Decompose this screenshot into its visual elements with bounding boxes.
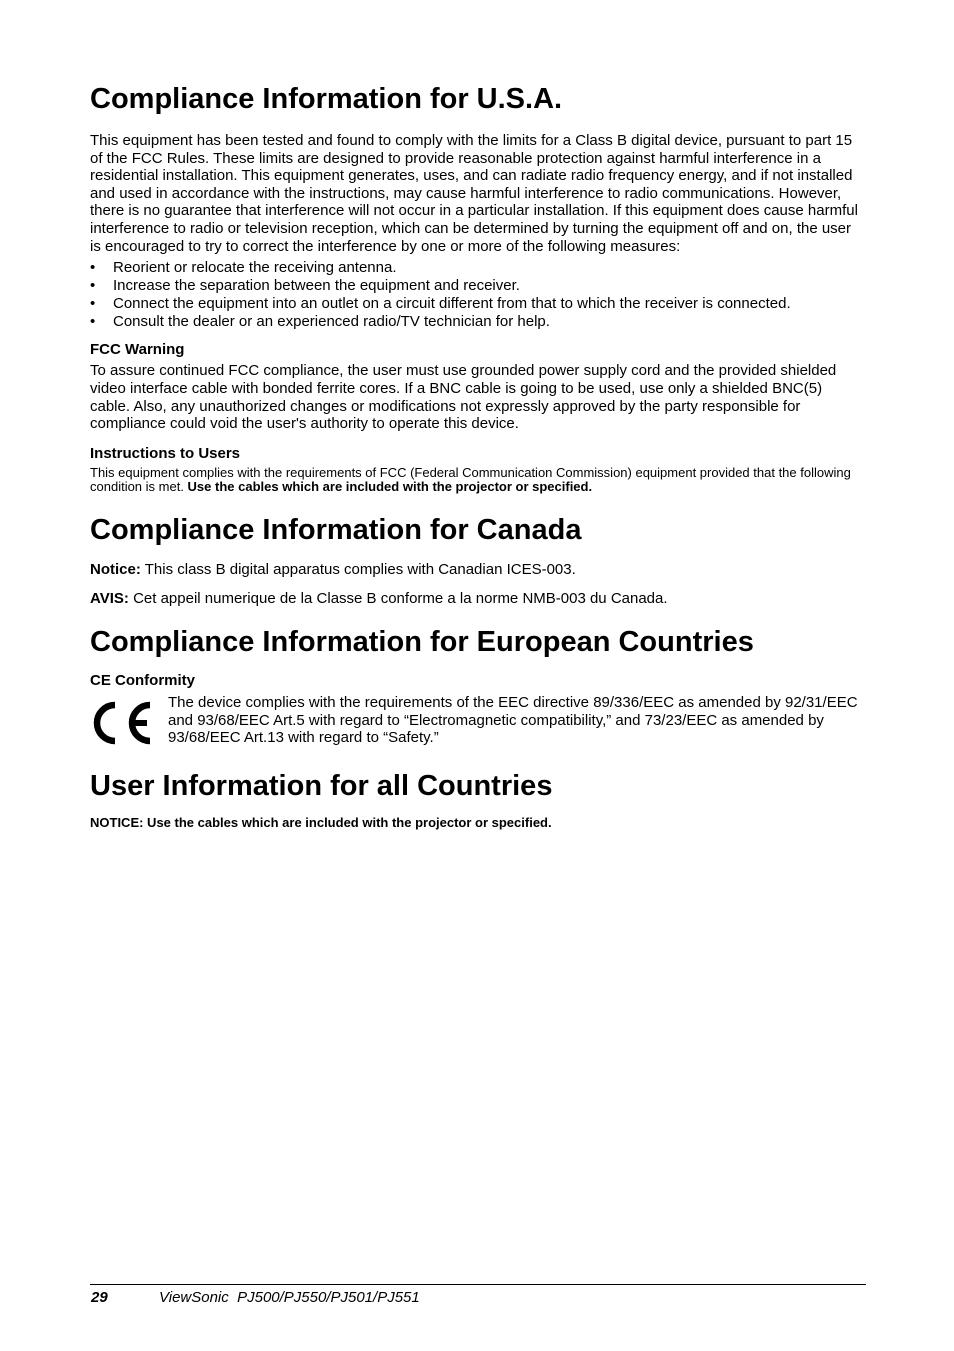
instructions-text: This equipment complies with the requirements of FCC (Federal Communication Commission) equipment provided that the following condition is met. Use the cables which are included with the projector or specified.	[90, 464, 851, 495]
ce-conformity-heading: CE Conformity	[90, 671, 195, 689]
instructions-heading: Instructions to Users	[90, 444, 241, 462]
list-item: • Increase the separation between the equipment and receiver.	[90, 276, 520, 294]
ce-mark-icon	[90, 700, 152, 746]
list-item: • Connect the equipment into an outlet on a circuit different from that to which the receiver is connected.	[90, 294, 791, 312]
page-number: 29	[91, 1289, 108, 1306]
notice-label: Notice:	[90, 560, 141, 578]
list-item: • Consult the dealer or an experienced radio/TV technician for help.	[90, 312, 550, 330]
page-content	[90, 80, 865, 830]
bullet-icon: •	[90, 259, 96, 277]
product-name: ViewSonic PJ500/PJ550/PJ501/PJ551	[159, 1289, 420, 1306]
ce-conformity-text: The device complies with the requirements of the EEC directive 89/336/EEC as amended by 92/31/EEC and 93/68/EEC Art.5 with regard to “Electromagnetic compatibility,” and 73/23/EEC as amended by 93/68/EEC Art.13 with regard to “Safety.”	[168, 693, 858, 747]
bullet-icon: •	[90, 294, 96, 312]
page-footer	[91, 1289, 420, 1307]
heading-canada: Compliance Information for Canada	[90, 513, 582, 546]
ce-conformity-block	[90, 694, 865, 747]
heading-all-countries: User Information for all Countries	[90, 769, 553, 802]
fcc-warning-heading: FCC Warning	[90, 341, 185, 359]
heading-europe: Compliance Information for European Countries	[90, 625, 754, 658]
canada-notice: Notice: This class B digital apparatus complies with Canadian ICES-003.	[90, 560, 576, 578]
fcc-warning-text: To assure continued FCC compliance, the user must use grounded power supply cord and the provided shielded video interface cable with bonded ferrite cores. If a BNC cable is going to be used, use only a shielded BNC(5) cable. Also, any unauthorized changes or modifications not expressly approved by the party responsible for compliance could void the user's authority to operate this device.	[90, 362, 837, 433]
canada-avis: AVIS: Cet appeil numerique de la Classe B conforme a la norme NMB-003 du Canada.	[90, 590, 668, 608]
bullet-icon: •	[90, 312, 96, 330]
interference-measures-list	[90, 259, 865, 330]
footer-divider	[90, 1284, 866, 1285]
bullet-icon: •	[90, 276, 96, 294]
avis-label: AVIS:	[90, 590, 129, 608]
usa-intro-paragraph: This equipment has been tested and found to comply with the limits for a Class B digital device, pursuant to part 15 of the FCC Rules. These limits are designed to provide reasonable protection against harmful interference in a residential installation. This equipment generates, uses, and can radiate radio frequency energy, and if not installed and used in accordance with the instructions, may cause harmful interference to radio communications. However, there is no guarantee that interference will not occur in a particular installation. If this equipment does cause harmful interference to radio or television reception, which can be determined by turning the equipment off and on, the user is encouraged to try to correct the interference by one or more of the following measures:	[90, 132, 858, 255]
all-countries-notice: NOTICE: Use the cables which are included with the projector or specified.	[90, 814, 552, 830]
list-item: • Reorient or relocate the receiving antenna.	[90, 259, 397, 277]
heading-usa: Compliance Information for U.S.A.	[90, 83, 563, 115]
instructions-bold-text: Use the cables which are included with the projector or specified.	[187, 479, 593, 495]
